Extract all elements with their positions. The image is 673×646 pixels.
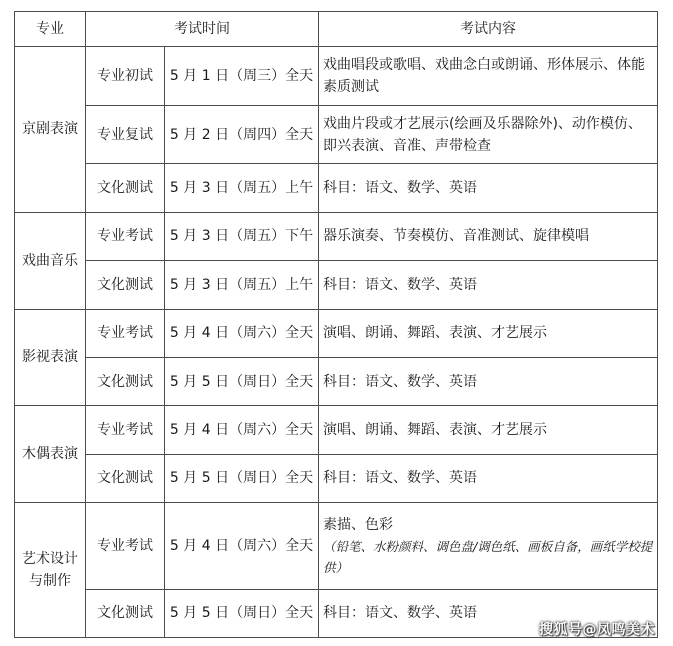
exam-time: 5 月 4 日（周六）全天	[165, 503, 319, 589]
exam-content	[319, 503, 658, 589]
exam-type: 文化测试	[86, 357, 165, 405]
table-row	[15, 503, 658, 589]
table-row	[15, 164, 658, 212]
exam-type: 专业考试	[86, 503, 165, 589]
exam-time: 5 月 4 日（周六）全天	[165, 309, 319, 357]
header-time: 考试时间	[86, 12, 319, 47]
major-jingju: 京剧表演	[15, 47, 86, 213]
exam-time: 5 月 3 日（周五）上午	[165, 164, 319, 212]
exam-type: 专业考试	[86, 212, 165, 260]
exam-type: 文化测试	[86, 454, 165, 502]
header-row	[15, 12, 658, 47]
table-row	[15, 309, 658, 357]
exam-content-main: 素描、色彩	[323, 516, 393, 533]
table-row	[15, 406, 658, 454]
exam-content: 科目：语文、数学、英语	[319, 454, 658, 502]
exam-time: 5 月 3 日（周五）上午	[165, 261, 319, 309]
exam-time: 5 月 5 日（周日）全天	[165, 357, 319, 405]
exam-type: 专业初试	[86, 47, 165, 106]
table-row	[15, 357, 658, 405]
exam-content: 演唱、朗诵、舞蹈、表演、才艺展示	[319, 309, 658, 357]
exam-content: 器乐演奏、节奏模仿、音准测试、旋律模唱	[319, 212, 658, 260]
exam-type: 专业复试	[86, 105, 165, 164]
header-content: 考试内容	[319, 12, 658, 47]
major-xiqu: 戏曲音乐	[15, 212, 86, 309]
table-row	[15, 454, 658, 502]
exam-type: 专业考试	[86, 309, 165, 357]
major-yingshi: 影视表演	[15, 309, 86, 406]
exam-type: 文化测试	[86, 261, 165, 309]
major-muou: 木偶表演	[15, 406, 86, 503]
exam-content: 演唱、朗诵、舞蹈、表演、才艺展示	[319, 406, 658, 454]
exam-content-note: （铅笔、水粉颜料、调色盘/调色纸、画板自备，画纸学校提供）	[323, 538, 653, 575]
table-row	[15, 105, 658, 164]
watermark-text: 搜狐号@凤鸣美术	[539, 622, 655, 638]
exam-content: 戏曲片段或才艺展示(绘画及乐器除外)、动作模仿、即兴表演、音准、声带检查	[319, 105, 658, 164]
exam-content: 科目：语文、数学、英语	[319, 164, 658, 212]
exam-time: 5 月 5 日（周日）全天	[165, 454, 319, 502]
exam-type: 文化测试	[86, 164, 165, 212]
exam-schedule-table	[14, 11, 658, 638]
exam-time: 5 月 1 日（周三）全天	[165, 47, 319, 106]
exam-time: 5 月 3 日（周五）下午	[165, 212, 319, 260]
exam-type: 文化测试	[86, 589, 165, 637]
exam-content: 科目：语文、数学、英语	[319, 357, 658, 405]
table-row	[15, 261, 658, 309]
exam-time: 5 月 4 日（周六）全天	[165, 406, 319, 454]
major-yishu: 艺术设计与制作	[15, 503, 86, 638]
exam-type: 专业考试	[86, 406, 165, 454]
exam-content: 戏曲唱段或歌唱、戏曲念白或朗诵、形体展示、体能素质测试	[319, 47, 658, 106]
exam-time: 5 月 5 日（周日）全天	[165, 589, 319, 637]
table-row	[15, 47, 658, 106]
header-major: 专业	[15, 12, 86, 47]
table-row	[15, 212, 658, 260]
exam-content: 科目：语文、数学、英语	[319, 589, 658, 637]
exam-content: 科目：语文、数学、英语	[319, 261, 658, 309]
exam-time: 5 月 2 日（周四）全天	[165, 105, 319, 164]
